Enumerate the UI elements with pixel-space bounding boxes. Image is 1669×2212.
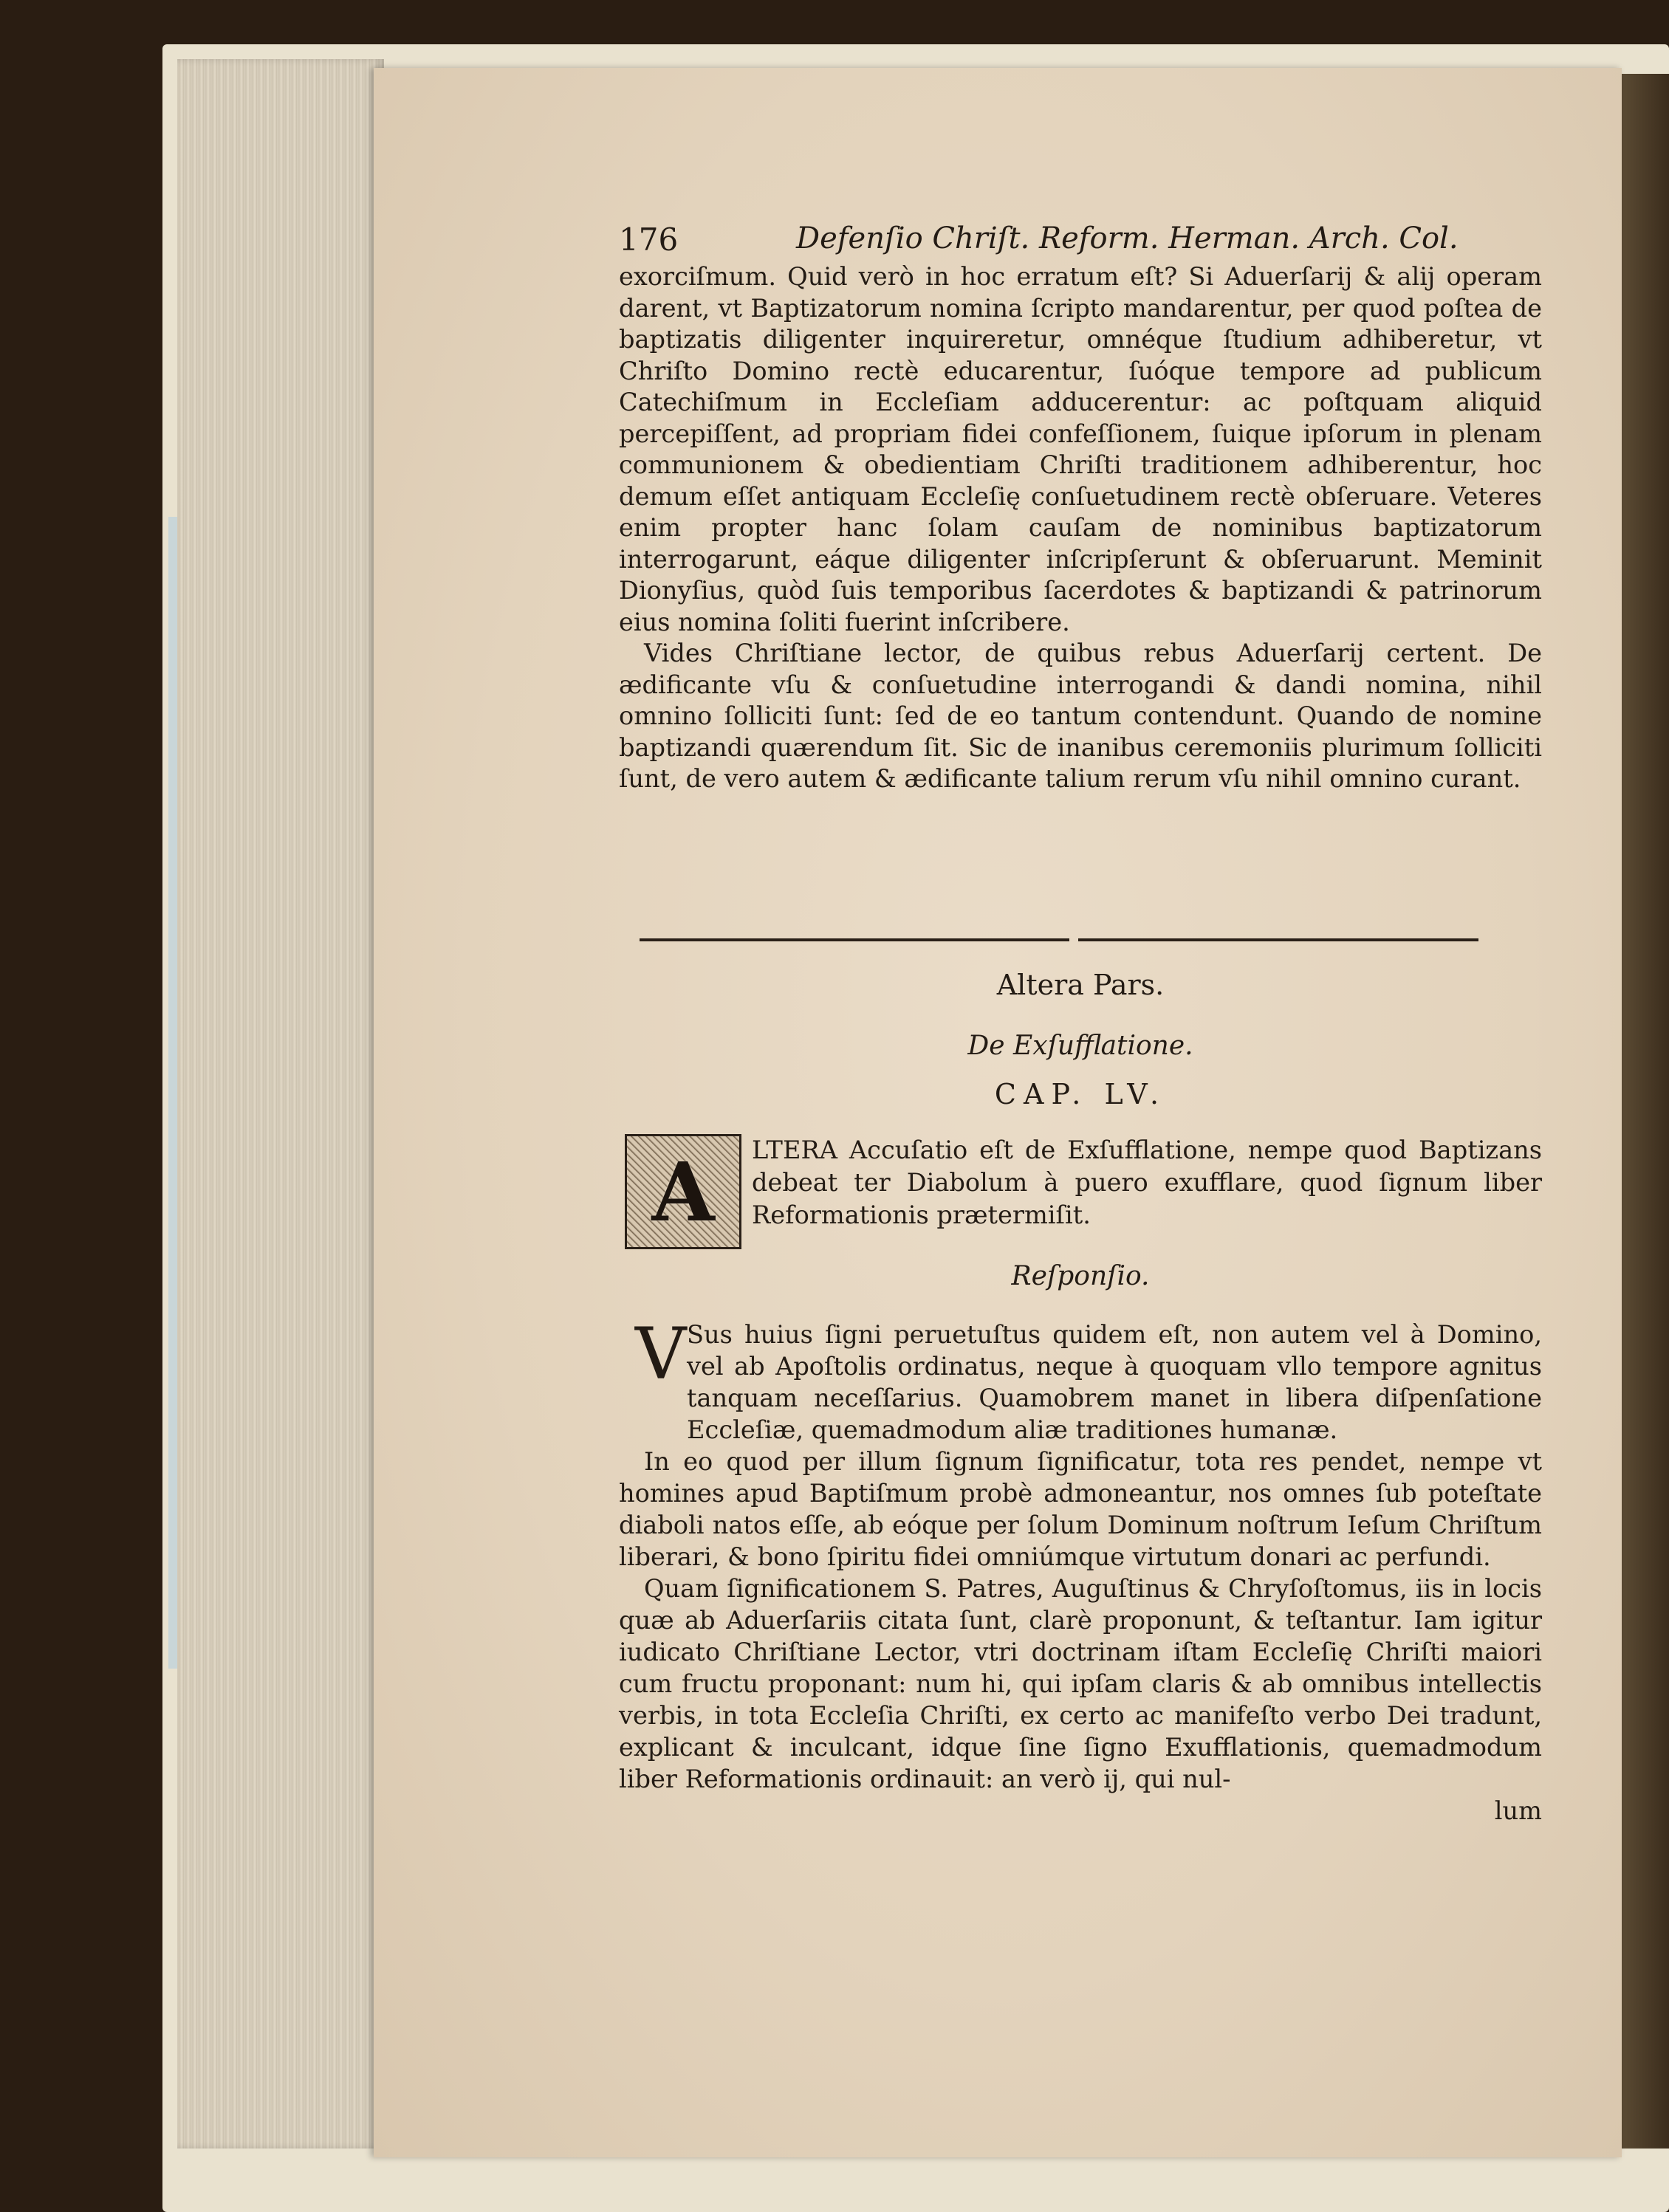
page-number: 176 [619, 221, 679, 258]
divider-rule-right [1078, 938, 1478, 941]
initial-letter-A: A [651, 1144, 715, 1240]
section-subtitle: De Exſufflatione. [967, 1031, 1193, 1061]
chapter-opening-paragraph: LTERA Accuſatio eſt de Exſufflatione, nempe quod Baptizans debeat ter Diabolum à puero exufflare, quod ſignum liber Reformationis prætermiſit. [752, 1136, 1542, 1229]
response-paragraph-3: Quam ſignificationem S. Patres, Auguſtinus & Chryſoſtomus, iis in locis quæ ab Aduerſariis citata ſunt, clarè proponunt, & teſtantur. Iam igitur iudicato Chriſtiane Lector, vtri doctrinam iſtam Eccleſię Chriſti maiori cum fructu proponant: num hi, qui ipſam claris & ab omnibus intellectis verbis, in tota Eccleſia Chriſti, ex certo ac manifeſto verbo Dei tradunt, explicant & inculcant, idque ſine ſigno Exufflationis, quemadmodum liber Reformationis ordinauit: an verò ij, qui nul- [619, 1574, 1542, 1793]
response-paragraph-1: Sus huius ſigni peruetuſtus quidem eſt, non autem vel à Domino, vel ab Apoſtolis ordinatus, neque à quoquam vllo tempore agnitus tanquam neceſſarius. Quamobrem manet in libera diſpenſatione Eccleſiæ, quemadmodum aliæ traditiones humanæ. [687, 1320, 1542, 1444]
part-heading: Altera Pars. [996, 969, 1165, 1001]
running-title: Defenſio Chriſt. Reform. Herman. Arch. Col. [796, 221, 1459, 255]
chapter-heading: CAP. LV. [994, 1078, 1167, 1110]
responsio-heading: Reſponſio. [1011, 1261, 1150, 1291]
divider-rule-left [640, 938, 1069, 941]
page-header [619, 221, 1542, 261]
section-divider [640, 938, 1484, 944]
paragraph-exorcismum: exorciſmum. Quid verò in hoc erratum eſt? Si Aduerſarij & alij operam darent, vt Baptizatorum nomina ſcripto mandarentur, per quod poſtea de baptizatis diligenter inquireretur, omnéque ſtudium adhiberetur, vt Chriſto Domino rectè educarentur, ſuóque tempore ad publicum Catechiſmum in Eccleſiam adducerentur: ac poſtquam aliquid percepiſſent, ad propriam fidei confeſſionem, ſuique ipſorum in plenam communionem & obedientiam Chriſti traditionem adhiberentur, hoc demum eſſet antiquam Eccleſię conſuetudinem rectè obſeruare. Veteres enim propter hanc ſolam cauſam de nominibus baptizatorum interrogarunt, eáque diligenter inſcripſerunt & obſeruarunt. Meminit Dionyſius, quòd ſuis temporibus ſacerdotes & baptizandi & patrinorum eius nomina ſoliti fuerint inſcribere. [619, 262, 1542, 636]
response-paragraph-2: In eo quod per illum ſignum ſignificatur, tota res pendet, nempe vt homines apud Baptiſmum probè admoneantur, nos omnes ſub poteſtate diaboli natos eſſe, ab eóque per ſolum Dominum noſtrum Ieſum Chriſtum liberari, & bono ſpiritu fidei omniúmque virtutum donari ac perfundi. [619, 1447, 1542, 1571]
catchword: lum [1494, 1796, 1542, 1825]
decorated-initial [625, 1134, 741, 1249]
page-block-edges [177, 59, 384, 2149]
drop-capital-V: V [635, 1313, 687, 1395]
top-text-block [619, 221, 1542, 795]
response-text-block [619, 1313, 1542, 1827]
paragraph-vides: Vides Chriſtiane lector, de quibus rebus Aduerſarij certent. De ædificante vſu & conſuetudine interrogandi & dandi nomina, nihil omnino ſolliciti ſunt: ſed de eo tantum contendunt. Quando de nomine baptizandi quærendum ſit. Sic de inanibus ceremoniis plurimum ſolliciti ſunt, de vero autem & ædificante talium rerum vſu nihil omnino curant. [619, 639, 1542, 793]
